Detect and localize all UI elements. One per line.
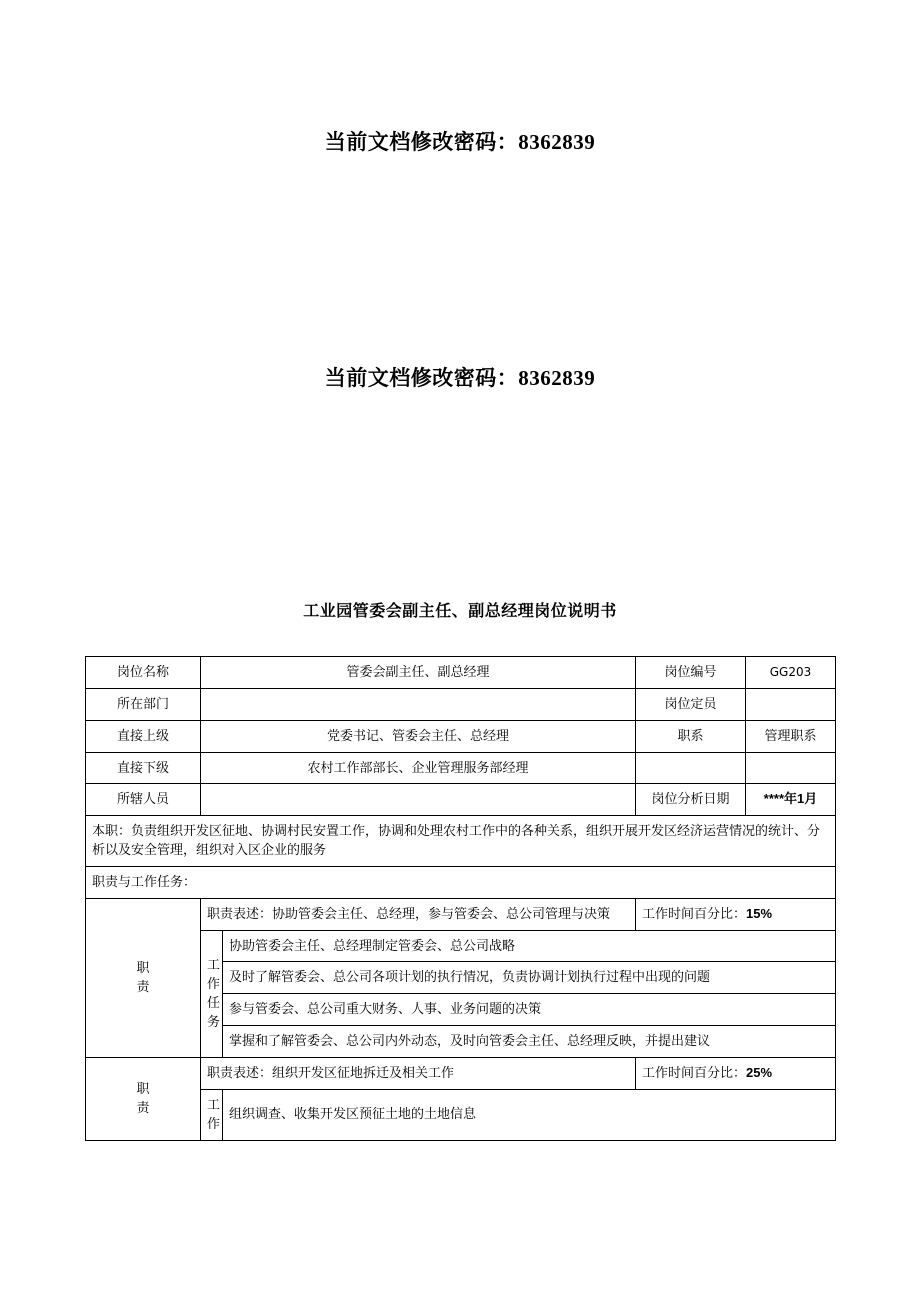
- duty-label-char: 责: [136, 978, 150, 994]
- table-row: [86, 720, 836, 752]
- label-department: 所在部门: [86, 688, 201, 720]
- duty-label-char: 职: [136, 960, 150, 976]
- duty-label-char: 职: [136, 1080, 150, 1096]
- value-job-family: 管理职系: [746, 720, 836, 752]
- duty-time-pct-2: [636, 1057, 836, 1089]
- value-department: [201, 688, 636, 720]
- task-label-char: 工作任: [207, 957, 221, 1010]
- job-description-table: [85, 656, 836, 1141]
- duty-desc-text: 组织开发区征地拆迁及相关工作: [272, 1064, 455, 1080]
- duty-time-pct-1: [636, 898, 836, 930]
- time-pct-value: 15%: [746, 905, 773, 921]
- duty-label-1: [86, 898, 201, 1057]
- task-label-2: 工作: [201, 1089, 223, 1140]
- table-row: [86, 657, 836, 689]
- table-row: [86, 784, 836, 816]
- task-text: 参与管委会、总公司重大财务、人事、业务问题的决策: [223, 994, 836, 1026]
- password-line-top: 当前文档修改密码：8362839: [324, 130, 596, 154]
- table-row: [86, 752, 836, 784]
- duty-label-2: [86, 1057, 201, 1140]
- task-text: 及时了解管委会、总公司各项计划的执行情况，负责协调计划执行过程中出现的问题: [223, 962, 836, 994]
- duty-desc-label: 职责表述：: [207, 1064, 273, 1080]
- label-post-code: 岗位编号: [636, 657, 746, 689]
- value-direct-subordinate: 农村工作部部长、企业管理服务部经理: [201, 752, 636, 784]
- label-blank-1: [636, 752, 746, 784]
- password-line-middle: 当前文档修改密码：8362839: [324, 366, 596, 390]
- time-pct-value: 25%: [746, 1064, 773, 1080]
- label-staff: 所辖人员: [86, 784, 201, 816]
- duty-desc-1: [201, 898, 636, 930]
- job-description-table-wrapper: [85, 656, 835, 1141]
- main-duty-text: 本职：负责组织开发区征地、协调村民安置工作，协调和处理农村工作中的各种关系，组织开展开发区经济运营情况的统计、分析以及安全管理，组织对入区企业的服务: [86, 816, 836, 867]
- duty-desc-label: 职责表述：: [207, 905, 273, 921]
- time-pct-label: 工作时间百分比：: [642, 905, 747, 921]
- value-post-name: 管委会副主任、副总经理: [201, 657, 636, 689]
- page-title: 工业园管委会副主任、副总经理岗位说明书: [303, 603, 617, 620]
- label-direct-subordinate: 直接下级: [86, 752, 201, 784]
- table-row-main-duty: [86, 816, 836, 867]
- task-text: 协助管委会主任、总经理制定管委会、总公司战略: [223, 930, 836, 962]
- label-job-family: 职系: [636, 720, 746, 752]
- label-analysis-date: 岗位分析日期: [636, 784, 746, 816]
- value-headcount: [746, 688, 836, 720]
- duties-header: 职责与工作任务：: [86, 866, 836, 898]
- value-post-code: GG203: [746, 657, 836, 689]
- table-row-duty-desc: [86, 898, 836, 930]
- label-post-name: 岗位名称: [86, 657, 201, 689]
- duty-desc-2: [201, 1057, 636, 1089]
- label-headcount: 岗位定员: [636, 688, 746, 720]
- time-pct-label: 工作时间百分比：: [642, 1064, 747, 1080]
- task-text: 掌握和了解管委会、总公司内外动态，及时向管委会主任、总经理反映，并提出建议: [223, 1026, 836, 1058]
- value-direct-superior: 党委书记、管委会主任、总经理: [201, 720, 636, 752]
- value-staff: [201, 784, 636, 816]
- value-analysis-date: ****年1月: [746, 784, 836, 816]
- task-label-char: 务: [207, 1013, 221, 1029]
- task-text: 组织调查、收集开发区预征土地的土地信息: [223, 1089, 836, 1140]
- table-row-duties-header: [86, 866, 836, 898]
- duty-desc-text: 协助管委会主任、总经理，参与管委会、总公司管理与决策: [272, 905, 611, 921]
- table-row-duty-desc: [86, 1057, 836, 1089]
- table-row: [86, 688, 836, 720]
- value-blank-1: [746, 752, 836, 784]
- label-direct-superior: 直接上级: [86, 720, 201, 752]
- duty-label-char: 责: [136, 1099, 150, 1115]
- task-label-1: [201, 930, 223, 1057]
